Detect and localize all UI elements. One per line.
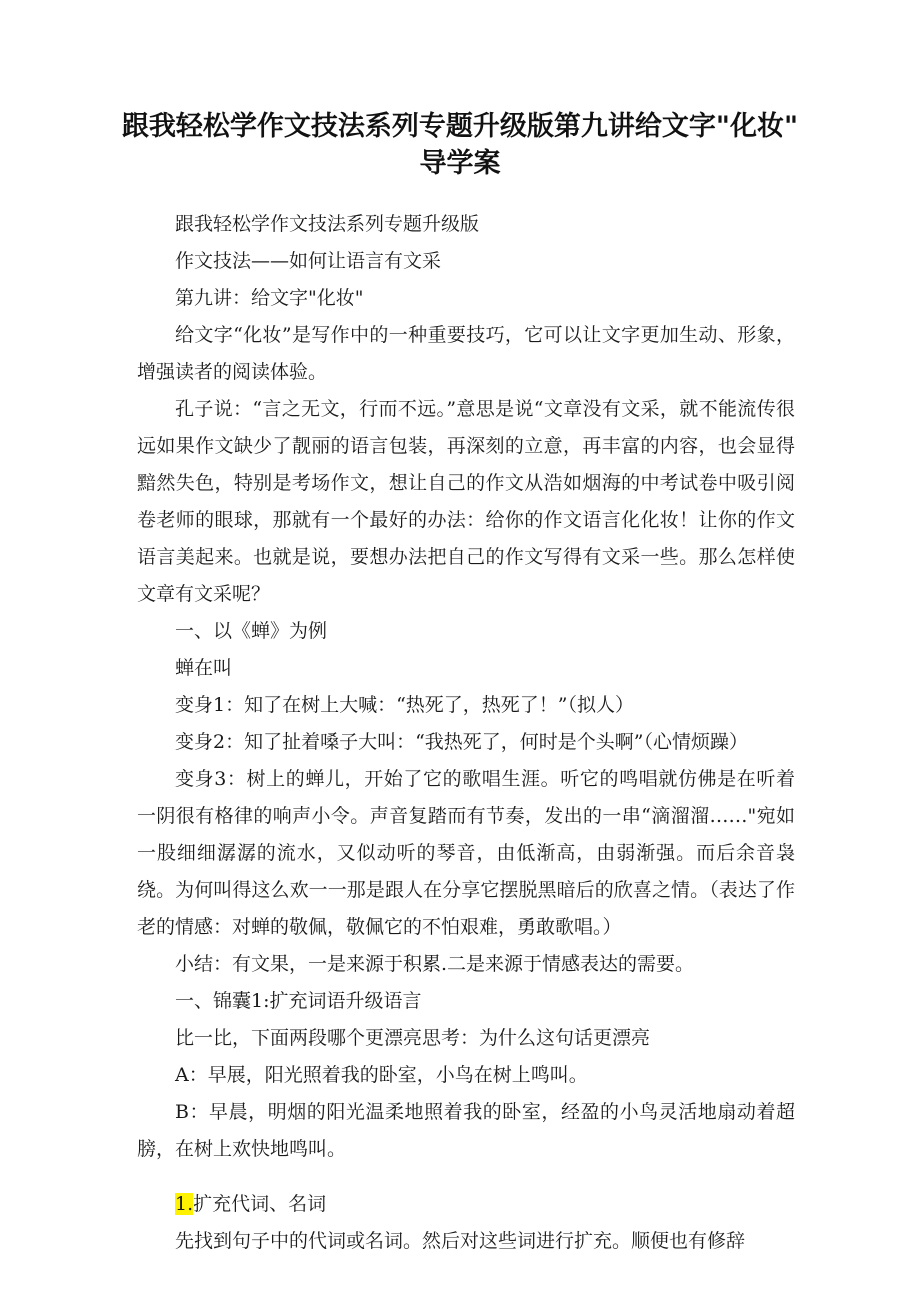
section-heading-text: 扩充代词、名词 (193, 1193, 327, 1215)
paragraph-intro: 给文字“化妆”是写作中的一种重要技巧，它可以让文字更加生动、形象，增强读者的阅读体验。 (137, 324, 795, 383)
paragraph-variant-3: 变身3：树上的蝉儿，开始了它的歌唱生涯。听它的鸣唱就仿佛是在听着一阴很有格律的响声小令。声音复踏而有节奏，发出的一串“滴溜溜……"宛如一股细细潺潺的流水，又似动听的琴音，由低渐高，由弱渐强。而后余音袅绕。为何叫得这么欢一一那是跟人在分享它摆脱黑暗后的欣喜之情。（表达了作老的情感：对蝉的敬佩，敬佩它的不怕艰难，勇敢歌唱。） (137, 768, 795, 938)
paragraph-confucius: 孔子说：“言之无文，行而不远。”意思是说“文章没有文采，就不能流传很远如果作文缺少了靓丽的语言包装，再深刻的立意，再丰富的内容，也会显得黯然失色，特别是考场作文，想让自己的作文从浩如烟海的中考试卷中吸引阅卷老师的眼球，那就有一个最好的办法：给你的作文语言化化妆！让你的作文语言美起来。也就是说，要想办法把自己的作文写得有文采一些。那么怎样使文章有文采呢？ (137, 398, 795, 605)
paragraph-lesson: 第九讲：给文字"化妆" (175, 287, 364, 309)
paragraph-variant-1: 变身1：知了在树上大喊：“热死了，热死了！”（拟人） (175, 694, 635, 716)
paragraph-section-body: 先找到句子中的代词或名词。然后对这些词进行扩充。顺便也有修辞 (175, 1230, 746, 1252)
heading-tip-1: 一、锦囊1:扩充词语升级语言 (175, 990, 422, 1012)
document-title (90, 108, 830, 182)
section-heading (137, 1186, 795, 1223)
title-line-1: 跟我轻松学作文技法系列专题升级版第九讲给文字"化妆" (121, 111, 799, 142)
paragraph-compare: 比一比，下面两段哪个更漂亮思考：为什么这句话更漂亮 (175, 1027, 651, 1049)
paragraph-variant-2: 变身2：知了扯着嗓子大叫：“我热死了，何时是个头啊”（心情烦躁） (175, 731, 749, 753)
title-line-2: 导学案 (419, 148, 501, 179)
paragraph-technique: 作文技法——如何让语言有文采 (175, 250, 442, 272)
paragraph-series: 跟我轻松学作文技法系列专题升级版 (175, 213, 480, 235)
paragraph-option-a: A：早展，阳光照着我的卧室，小鸟在树上鸣叫。 (175, 1064, 588, 1086)
document-body (137, 206, 795, 1260)
highlighted-number: 1. (175, 1193, 194, 1215)
paragraph-summary: 小结：有文果，一是来源于积累.二是来源于情感表达的需要。 (175, 953, 695, 975)
heading-cicada-example: 一、以《蝉》为例 (175, 620, 328, 642)
paragraph-option-b: B：早晨，明烟的阳光温柔地照着我的卧室，经盈的小鸟灵活地扇动着超膀，在树上欢快地鸣叫。 (137, 1101, 795, 1160)
paragraph-cicada: 蝉在叫 (175, 657, 233, 679)
